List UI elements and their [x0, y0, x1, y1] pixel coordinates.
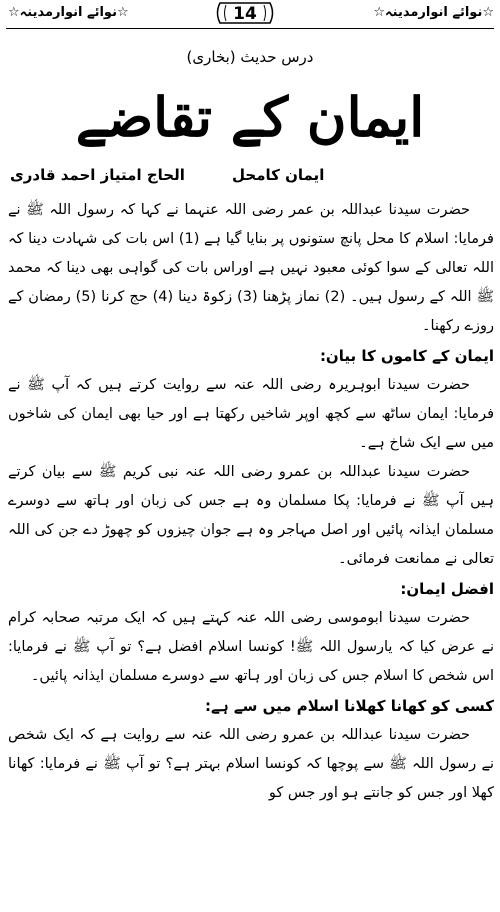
header-divider [6, 28, 494, 29]
paragraph: حضرت سیدنا عبداللہ بن عمر رضی اللہ عنہما نے کہا کہ رسول اللہ ﷺ نے فرمایا: اسلام کا محل پانچ ستونوں پر بنایا گیا ہے (1) اس بات کی شہادت دینا کہ اللہ تعالی کے سوا کوئی معبود نہیں ہے اوراس بات کی گواہی بھی دینا کہ محمد ﷺ اللہ کے رسول ہیں۔ (2) نماز پڑھنا (3) زکوۃ دینا (4) حج کرنا (5) رمضان کے روزے رکھنا۔ [8, 202, 494, 334]
page-number-badge [214, 1, 276, 25]
article-body [8, 196, 494, 908]
header-magazine-name-left: ☆نوائے انوارمدینہ☆ [8, 5, 129, 20]
section-heading: کسی کو کھانا کھلانا اسلام میں سے ہے: [205, 697, 494, 715]
author-name: الحاج امتیاز احمد قادری [10, 166, 185, 184]
section-heading: افضل ایمان: [400, 580, 494, 598]
page-number: 14 [233, 4, 257, 24]
paragraph: حضرت سیدنا عبداللہ بن عمرو رضی اللہ عنہ سے روایت ہے کہ ایک شخص نے رسول اللہ ﷺ سے پوچھا کہ کونسا اسلام بہتر ہے؟ تو آپ ﷺ نے فرمایا: کھانا کھلا اور جس کو جانتے ہو اور جس کو [8, 727, 494, 801]
paragraph: حضرت سیدنا ابوموسی رضی اللہ عنہ کہتے ہیں کہ ایک مرتبہ صحابہ کرام نے عرض کیا کہ یارسول اللہ ﷺ! کونسا اسلام افضل ہے؟ تو آپ ﷺ نے فرمایا: اس شخص کا اسلام جس کی زبان اور ہاتھ سے دوسرے مسلمان ایذانہ پائیں۔ [8, 610, 494, 684]
article-title: ایمان کے تقاضے [75, 85, 425, 149]
paragraph: حضرت سیدنا عبداللہ بن عمرو رضی اللہ عنہ نبی کریم ﷺ سے بیان کرتے ہیں آپ ﷺ نے فرمایا: پکا مسلمان وہ ہے جس کی زبان اور ہاتھ سے دوسرے مسلمان ایذانہ پائیں اور اصل مہاجر وہ ہے جوان چیزوں کو چھوڑ دے جن کی اللہ تعالی نے ممانعت فرمائی۔ [8, 464, 494, 567]
section-heading-iman-ka-mahal: ایمان کامحل [232, 166, 325, 184]
series-label: درس حدیث (بخاری) [186, 48, 314, 66]
section-heading: ایمان کے کاموں کا بیان: [319, 347, 494, 365]
page-header [0, 0, 500, 30]
paragraph: حضرت سیدنا ابوہریرہ رضی اللہ عنہ سے روایت کرتے ہیں کہ آپ ﷺ نے فرمایا: ایمان ساٹھ سے کچھ اوپر شاخیں رکھتا ہے اور حیا بھی ایمان کی شاخوں میں سے ایک شاخ ہے۔ [8, 377, 494, 451]
header-magazine-name-right: ☆نوائے انوارمدینہ☆ [373, 5, 494, 20]
